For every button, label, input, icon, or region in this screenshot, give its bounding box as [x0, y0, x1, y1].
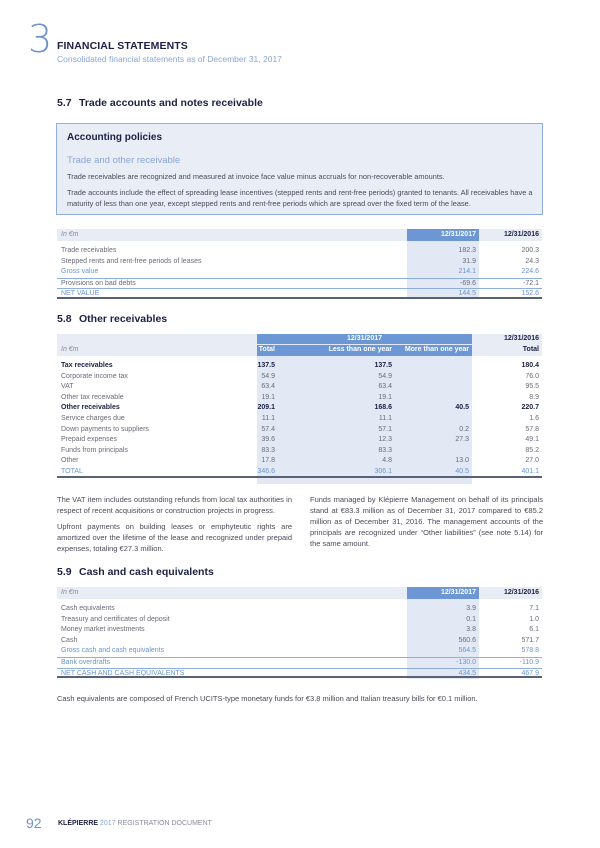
cell-v2: 1.0 — [529, 615, 539, 623]
footer-brand — [58, 820, 212, 827]
cell-v2: 6.1 — [529, 626, 539, 634]
cell-c: 27.3 — [455, 436, 469, 444]
row-label: Other receivables — [61, 404, 120, 412]
cell-v2: 571.7 — [521, 636, 539, 644]
col-header-2016: 12/31/2016 — [503, 231, 539, 238]
section-heading: Trade accounts and notes receivable — [79, 97, 263, 109]
cell-d: 180.4 — [521, 362, 539, 369]
table-row — [57, 657, 542, 668]
table-row — [57, 382, 542, 393]
table-row — [57, 435, 542, 446]
section-title-5-9 — [57, 566, 214, 578]
brand-name: KLÉPIERRE — [58, 820, 99, 827]
cell-d: 57.8 — [525, 425, 539, 433]
section-title-5-8 — [57, 313, 167, 325]
cell-a: 346.6 — [257, 467, 275, 475]
row-label: Prepaid expenses — [61, 436, 118, 444]
chapter-title: FINANCIAL STATEMENTS — [57, 40, 188, 52]
row-label: Tax receivables — [61, 362, 113, 369]
cell-v1: 564.5 — [458, 647, 476, 655]
row-label: VAT — [61, 383, 74, 391]
cell-c: 40.5 — [455, 467, 469, 475]
section-heading: Cash and cash equivalents — [79, 566, 214, 578]
table-header: In €m 12/31/2017 12/31/2016 — [57, 587, 542, 599]
table-row — [57, 403, 542, 414]
row-label: Money market investments — [61, 626, 145, 634]
table-row: Trade receivables 182.3 200.3 — [61, 247, 539, 254]
cell-b: 54.9 — [378, 372, 392, 380]
section-number: 5.9 — [57, 566, 72, 578]
cell-d: 85.2 — [525, 446, 539, 454]
cell-v2: 467.9 — [521, 669, 539, 677]
note-funds-principals: Funds managed by Klépierre Management on behalf of its principals stand at €83.3 million as of December 31, 2017 compared to €85.2 million as of December 31, 2016. The management accounts of the principals are recognized under “Other liabilities” (see note 5.14) for the same amount. — [310, 495, 543, 548]
cell-a: 39.6 — [261, 436, 275, 444]
cell-d: 8.9 — [529, 393, 539, 401]
cell-a: 54.9 — [261, 372, 275, 380]
other-receivables-table — [57, 334, 542, 484]
cell-a: 19.1 — [261, 393, 275, 401]
cell-a: 17.8 — [261, 457, 275, 465]
table-group-header: 12/31/2017 12/31/2016 — [346, 335, 539, 342]
cell-v1: 0.1 — [466, 615, 476, 623]
section-heading: Other receivables — [79, 313, 168, 325]
cell-v1: -130.0 — [456, 658, 476, 666]
cell-v2: 7.1 — [529, 605, 539, 612]
table-row-subtotal: Gross value 214.1 224.6 — [61, 268, 539, 276]
note-upfront-payments: Upfront payments on building leases or emphyteutic rights are amortized over the lifetime of the lease and recognized under prepaid expenses, totaling €27.3 million. — [57, 522, 292, 553]
row-label: Treasury and certificates of deposit — [61, 615, 170, 623]
cell-b: 12.3 — [378, 436, 392, 444]
policy-title: Accounting policies — [67, 132, 163, 143]
row-label: Bank overdrafts — [61, 658, 111, 666]
cell-d: 76.0 — [525, 372, 539, 380]
table-row — [57, 446, 542, 457]
cell-a: 57.4 — [261, 425, 275, 433]
table-row-total — [57, 668, 542, 679]
section-title-5-7 — [57, 97, 263, 109]
row-label: Down payments to suppliers — [61, 425, 149, 433]
cell-b: 168.6 — [374, 404, 392, 412]
accounting-policies-box — [56, 123, 543, 215]
table-header — [57, 229, 542, 241]
cell-b: 83.3 — [378, 446, 392, 454]
cell-b: 4.8 — [382, 457, 392, 465]
cell-d: 49.1 — [525, 436, 539, 444]
cell-v1: 3.8 — [466, 626, 476, 634]
cell-b: 63.4 — [378, 383, 392, 391]
table-row — [57, 604, 542, 615]
cell-d: 95.5 — [525, 383, 539, 391]
cell-v1: 434.5 — [458, 669, 476, 677]
row-label: Cash equivalents — [61, 605, 115, 612]
cash-table — [57, 587, 542, 679]
chapter-number: 3 — [28, 17, 53, 61]
cell-b: 19.1 — [378, 393, 392, 401]
table-row — [57, 372, 542, 383]
policy-paragraph-1: Trade receivables are recognized and measured at invoice face value minus accruals for non-recoverable amounts. — [67, 172, 445, 181]
row-label: Gross cash and cash equivalents — [61, 647, 165, 655]
col-header-2017: 12/31/2017 — [440, 231, 476, 238]
cell-d: 220.7 — [521, 404, 539, 412]
doc-year: 2017 — [100, 820, 116, 827]
row-label: Other tax receivable — [61, 393, 124, 401]
policy-subtitle: Trade and other receivable — [67, 155, 181, 166]
cell-a: 137.5 — [257, 362, 275, 369]
chapter-subtitle: Consolidated financial statements as of December 31, 2017 — [57, 54, 282, 64]
row-label: Cash — [61, 636, 78, 644]
note-vat: The VAT item includes outstanding refunds from local tax authorities in respect of recent acquisitions or construction projects in progress. — [57, 495, 292, 515]
cell-a: 63.4 — [261, 383, 275, 391]
row-label: NET CASH AND CASH EQUIVALENTS — [61, 669, 185, 677]
cell-b: 57.1 — [378, 425, 392, 433]
doc-title: REGISTRATION DOCUMENT — [117, 820, 212, 827]
table-row — [57, 393, 542, 404]
cell-b: 306.1 — [374, 467, 392, 475]
cell-c: 40.5 — [455, 404, 469, 412]
cell-v2: 578.8 — [521, 647, 539, 655]
table-row — [57, 425, 542, 436]
row-label: Funds from principals — [61, 446, 128, 454]
note-cash-equivalents: Cash equivalents are composed of French UCITS-type monetary funds for €3.8 million and Italian treasury bills for €0.1 million. — [57, 694, 478, 703]
cell-d: 1.6 — [529, 414, 539, 422]
cell-d: 401.1 — [521, 467, 539, 475]
section-number: 5.8 — [57, 313, 72, 325]
table-row — [57, 615, 542, 626]
table-body — [57, 604, 542, 678]
table-body — [57, 361, 542, 478]
page-number: 92 — [26, 815, 42, 831]
table-row: Provisions on bad debts -69.6 -72.1 — [57, 278, 542, 289]
cell-c: 13.0 — [455, 457, 469, 465]
cell-a: 11.1 — [261, 414, 275, 422]
cell-b: 11.1 — [378, 414, 392, 422]
cell-v1: 3.9 — [466, 605, 476, 612]
cell-a: 209.1 — [257, 404, 275, 412]
table-row: Stepped rents and rent-free periods of leases 31.9 24.3 — [61, 257, 539, 265]
cell-d: 27.0 — [525, 457, 539, 465]
cell-c: 0.2 — [459, 425, 469, 433]
trade-receivables-table — [57, 229, 542, 299]
table-row — [57, 646, 542, 657]
table-row — [57, 625, 542, 636]
row-label: Corporate income tax — [61, 372, 128, 380]
table-row — [57, 361, 542, 372]
row-label: Service charges due — [61, 414, 125, 422]
section-number: 5.7 — [57, 97, 72, 109]
cell-a: 83.3 — [261, 446, 275, 454]
table-row — [57, 456, 542, 467]
table-row-total: NET VALUE 144.5 152.6 — [57, 288, 542, 299]
cell-v2: -110.9 — [519, 658, 539, 666]
cell-b: 137.5 — [374, 362, 392, 369]
table-row — [57, 414, 542, 425]
table-row — [57, 636, 542, 647]
unit-label: In €m — [61, 231, 79, 238]
table-sub-header: In €m Total Less than one year More than one year Total — [61, 346, 539, 353]
row-label: TOTAL — [61, 467, 83, 475]
row-label: Other — [61, 457, 79, 465]
table-row-total — [57, 467, 542, 478]
policy-paragraph-2: Trade accounts include the effect of spreading lease incentives (stepped rents and rent-free periods) granted to tenants. All receivables have a maturity of less than one year, except stepped rents and rent-free periods which are spread over the fixed term of the lease. — [67, 188, 533, 208]
cell-v1: 560.6 — [458, 636, 476, 644]
